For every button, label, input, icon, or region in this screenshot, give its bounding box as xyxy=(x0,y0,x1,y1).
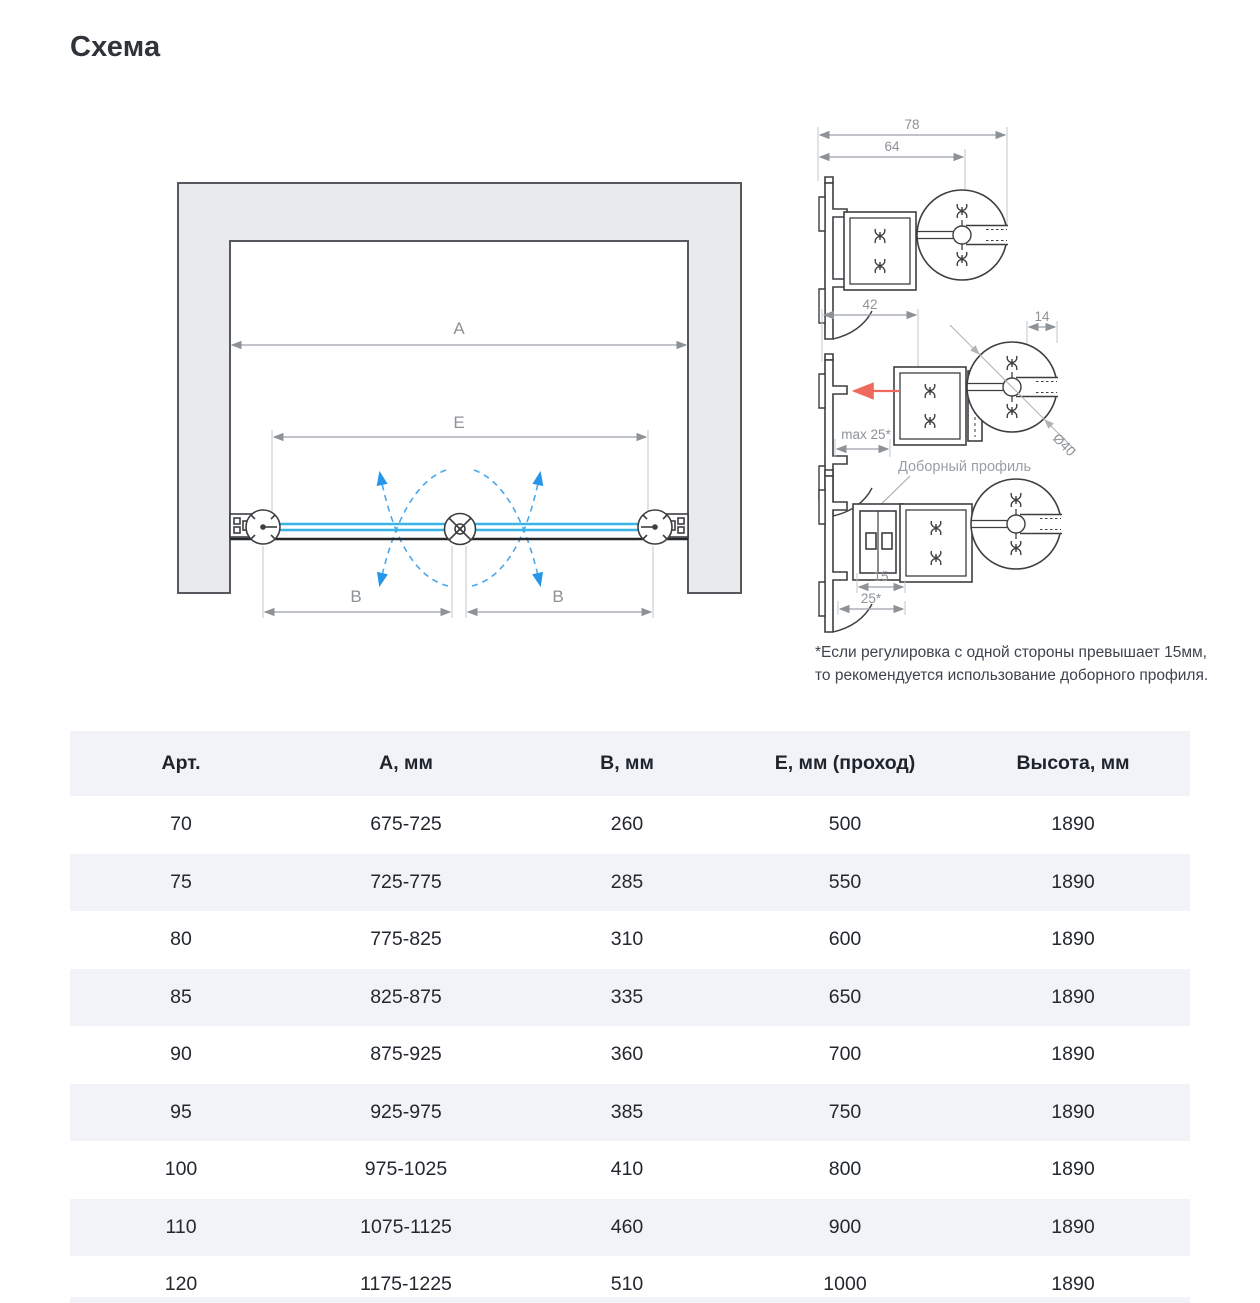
table-cell: 650 xyxy=(734,969,956,1027)
table-header-cell: Арт. xyxy=(70,731,292,796)
table-row xyxy=(70,1141,1190,1199)
table-cell: 1890 xyxy=(956,1084,1190,1142)
door-plan-diagram xyxy=(150,140,770,665)
table-cell: 875-925 xyxy=(370,1043,442,1066)
size-table xyxy=(70,731,1190,1303)
table-cell: 1175-1225 xyxy=(360,1273,452,1296)
table-cell: 1890 xyxy=(1051,813,1095,836)
dimension-a-label: A xyxy=(453,319,465,338)
profile1-dim-64: 64 xyxy=(884,139,900,154)
dimension-b-left-label: B xyxy=(350,587,362,606)
table-cell: 110 xyxy=(70,1199,292,1257)
table-cell: 1890 xyxy=(1051,1158,1095,1181)
profile2-dim-diameter: Ø40 xyxy=(1049,430,1079,460)
table-cell: 500 xyxy=(828,813,862,836)
dimension-e xyxy=(272,413,648,518)
profile-cross-sections xyxy=(800,115,1195,645)
profile-section-1 xyxy=(818,117,1009,339)
table-header-row xyxy=(70,731,1190,796)
table-cell: 825-875 xyxy=(292,969,520,1027)
profile3-dim-25: 25* xyxy=(860,591,882,606)
dimension-a xyxy=(232,319,686,345)
table-cell: 800 xyxy=(828,1158,862,1181)
table-cell: 1890 xyxy=(1051,1273,1095,1296)
table-row xyxy=(70,1026,1190,1084)
table-cell: 1000 xyxy=(823,1273,867,1296)
center-pivot-hinge xyxy=(445,514,476,545)
page-title: Схема xyxy=(70,31,161,64)
table-cell: 1075-1125 xyxy=(292,1199,520,1257)
table-cell: 360 xyxy=(610,1043,644,1066)
table-cell: 700 xyxy=(828,1043,862,1066)
table-cell: 460 xyxy=(520,1199,734,1257)
profile2-dim-max25: max 25* xyxy=(841,427,891,442)
footnote-line-2: то рекомендуется использование доборного профиля. xyxy=(815,667,1209,684)
table-row xyxy=(70,796,1190,854)
table-cell: 75 xyxy=(70,854,292,912)
table-cell: 775-825 xyxy=(370,928,442,951)
table-cell: 925-975 xyxy=(292,1084,520,1142)
table-cell: 100 xyxy=(164,1158,198,1181)
table-row xyxy=(70,911,1190,969)
table-cell: 725-775 xyxy=(292,854,520,912)
table-row xyxy=(70,1084,1190,1142)
table-cell: 1890 xyxy=(956,969,1190,1027)
table-cell: 750 xyxy=(734,1084,956,1142)
profile2-dim-14: 14 xyxy=(1034,309,1050,324)
footnote-line-1: *Если регулировка с одной стороны превышает 15мм, xyxy=(815,644,1207,661)
table-header-cell: Е, мм (проход) xyxy=(734,731,956,796)
table-cell: 90 xyxy=(170,1043,192,1066)
table-cell: 1890 xyxy=(1051,1043,1095,1066)
profile1-dim-78: 78 xyxy=(904,117,920,132)
table-row xyxy=(70,1199,1190,1257)
profile2-dim-42: 42 xyxy=(862,297,878,312)
table-cell: 285 xyxy=(520,854,734,912)
table-cell: 310 xyxy=(610,928,644,951)
size-table-header xyxy=(70,731,1190,796)
table-cell: 260 xyxy=(610,813,644,836)
table-cell: 335 xyxy=(520,969,734,1027)
table-cell: 1890 xyxy=(956,854,1190,912)
table-cell: 80 xyxy=(170,928,192,951)
table-cell: 70 xyxy=(170,813,192,836)
table-row xyxy=(70,969,1190,1027)
hinge-right xyxy=(638,510,672,544)
table-cell: 900 xyxy=(734,1199,956,1257)
table-header-cell: Высота, мм xyxy=(956,731,1190,796)
table-cell: 120 xyxy=(164,1273,198,1296)
table-cell: 1890 xyxy=(956,1199,1190,1257)
table-row xyxy=(70,854,1190,912)
table-cell: 385 xyxy=(520,1084,734,1142)
table-cell: 600 xyxy=(828,928,862,951)
table-cell: 85 xyxy=(70,969,292,1027)
dimension-b-right-label: B xyxy=(552,587,564,606)
dimension-b-left xyxy=(263,546,452,618)
table-header-cell: А, мм xyxy=(292,731,520,796)
profile-section-3 xyxy=(819,459,1063,632)
profile-section-2 xyxy=(819,297,1079,516)
table-row xyxy=(70,1256,1190,1303)
next-row-partial xyxy=(70,1297,1190,1303)
table-cell: 975-1025 xyxy=(364,1158,448,1181)
hinge-left xyxy=(246,510,280,544)
table-cell: 550 xyxy=(734,854,956,912)
table-cell: 1890 xyxy=(1051,928,1095,951)
table-cell: 95 xyxy=(70,1084,292,1142)
table-cell: 675-725 xyxy=(370,813,442,836)
table-cell: 510 xyxy=(610,1273,644,1296)
profile3-dim-15: 15 xyxy=(873,569,889,584)
dimension-e-label: E xyxy=(453,413,465,432)
dimension-b-right xyxy=(466,546,653,618)
table-cell: 410 xyxy=(610,1158,644,1181)
table-body xyxy=(70,796,1190,1303)
adjustment-footnote xyxy=(815,641,1255,687)
profile3-label: Доборный профиль xyxy=(898,459,1032,475)
table-header-cell: В, мм xyxy=(520,731,734,796)
